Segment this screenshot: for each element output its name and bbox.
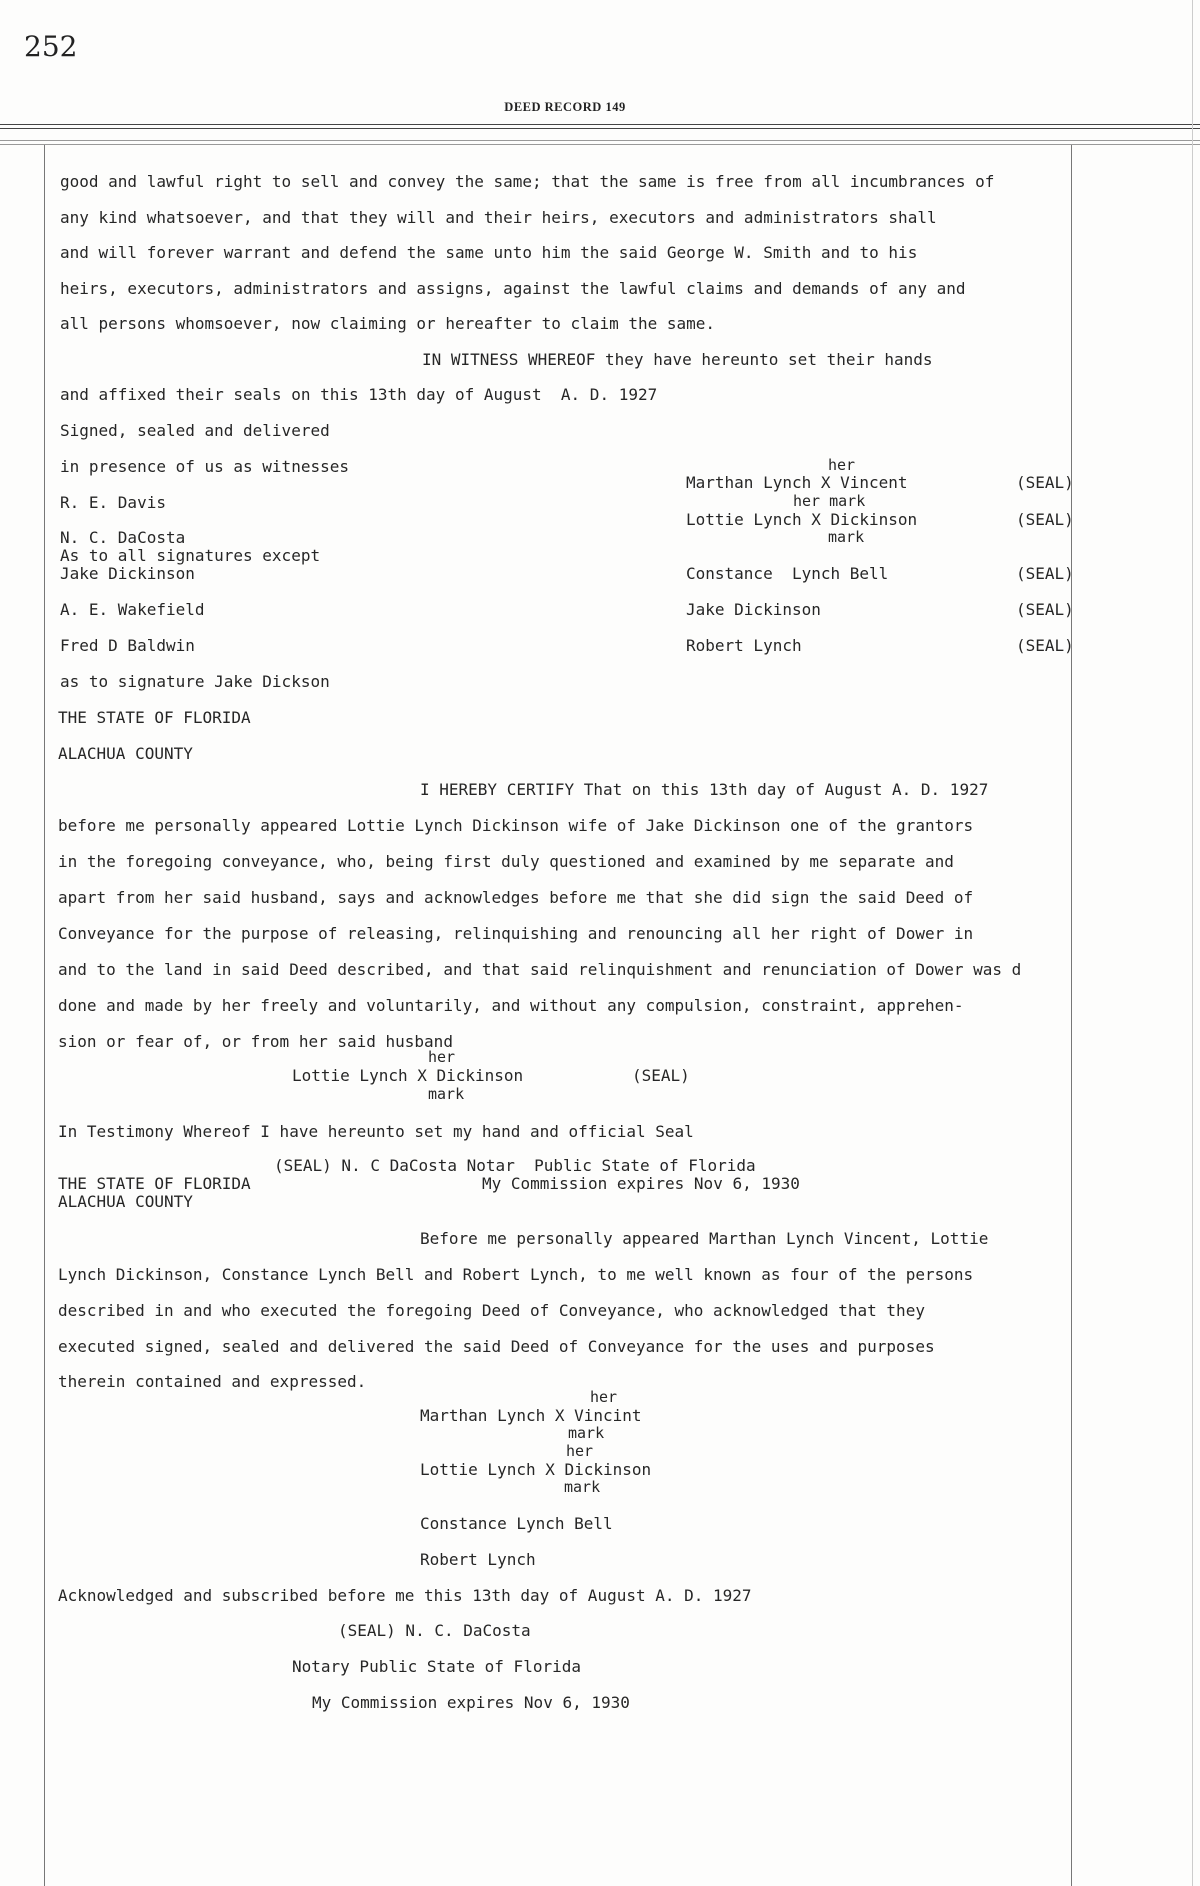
- sig2-mark: mark: [428, 1085, 465, 1103]
- state-heading: THE STATE OF FLORIDA: [58, 1174, 251, 1193]
- text-line: done and made by her freely and voluntarily, and without any compulsion, constraint, apprehen-: [58, 996, 964, 1015]
- sig3-mark: mark: [568, 1424, 605, 1442]
- text-line: Before me personally appeared Marthan Lynch Vincent, Lottie: [420, 1229, 989, 1248]
- sig3-lottie: Lottie Lynch X Dickinson: [420, 1460, 652, 1479]
- witness-davis: R. E. Davis: [60, 493, 166, 512]
- text-line: any kind whatsoever, and that they will and their heirs, executors and administrators shall: [60, 208, 937, 227]
- page-edge-line: [1192, 0, 1193, 1886]
- header-rule-1: [0, 124, 1200, 125]
- sig3-her: her: [566, 1442, 594, 1460]
- witness-exception-name: Jake Dickinson: [60, 564, 195, 583]
- text-line: good and lawful right to sell and convey the same; that the same is free from all incumbrances of: [60, 172, 995, 191]
- witness-as-to-signature: as to signature Jake Dickson: [60, 672, 330, 691]
- state-heading: THE STATE OF FLORIDA: [58, 708, 251, 727]
- header-rule-2: [0, 128, 1200, 129]
- sig2-seal: (SEAL): [632, 1066, 690, 1085]
- affixed-line: and affixed their seals on this 13th day of August A. D. 1927: [60, 385, 658, 404]
- notary2-commission: My Commission expires Nov 6, 1930: [312, 1693, 630, 1712]
- notary2-seal: (SEAL) N. C. DaCosta: [338, 1621, 531, 1640]
- text-line: Lynch Dickinson, Constance Lynch Bell and Robert Lynch, to me well known as four of the persons: [58, 1265, 974, 1284]
- text-line: and to the land in said Deed described, and that said relinquishment and renunciation of Dower was d: [58, 960, 1022, 979]
- seal-label: (SEAL): [1016, 600, 1074, 619]
- seal-label: (SEAL): [1016, 564, 1074, 583]
- sig3-constance: Constance Lynch Bell: [420, 1514, 613, 1533]
- signer-robert: Robert Lynch: [686, 636, 802, 655]
- acknowledged-line: Acknowledged and subscribed before me this 13th day of August A. D. 1927: [58, 1586, 752, 1605]
- notary1-commission: My Commission expires Nov 6, 1930: [482, 1174, 800, 1193]
- county-heading: ALACHUA COUNTY: [58, 744, 193, 763]
- witness-baldwin: Fred D Baldwin: [60, 636, 195, 655]
- sig2-her: her: [428, 1048, 456, 1066]
- county-heading: ALACHUA COUNTY: [58, 1192, 193, 1211]
- notary1-seal-line: (SEAL) N. C DaCosta Notar Public State of Florida: [274, 1156, 756, 1175]
- text-line: before me personally appeared Lottie Lynch Dickinson wife of Jake Dickinson one of the grantors: [58, 816, 974, 835]
- sig3-robert: Robert Lynch: [420, 1550, 536, 1569]
- header-rule-4: [0, 144, 1200, 145]
- testimony-line: In Testimony Whereof I have hereunto set my hand and official Seal: [58, 1122, 694, 1141]
- left-margin-line: [44, 145, 45, 1886]
- sig3-mark: mark: [564, 1478, 601, 1496]
- signer-her-label: her: [828, 456, 856, 474]
- text-line: described in and who executed the foregoing Deed of Conveyance, who acknowledged that they: [58, 1301, 925, 1320]
- signer-constance: Constance Lynch Bell: [686, 564, 889, 583]
- witness-exception: As to all signatures except: [60, 546, 321, 565]
- text-line: and will forever warrant and defend the same unto him the said George W. Smith and to his: [60, 243, 918, 262]
- text-line: sion or fear of, or from her said husband: [58, 1032, 453, 1051]
- seal-label: (SEAL): [1016, 636, 1074, 655]
- seal-label: (SEAL): [1016, 473, 1074, 492]
- in-presence-line: in presence of us as witnesses: [60, 457, 349, 476]
- sig3-marthan: Marthan Lynch X Vincint: [420, 1406, 642, 1425]
- right-margin-line: [1071, 145, 1072, 1886]
- witness-dacosta: N. C. DaCosta: [60, 528, 186, 547]
- notary2-title: Notary Public State of Florida: [292, 1657, 581, 1676]
- page-number: 252: [24, 30, 78, 63]
- seal-label: (SEAL): [1016, 510, 1074, 529]
- signer-mark: mark: [828, 528, 865, 546]
- certify-line: I HEREBY CERTIFY That on this 13th day of August A. D. 1927: [420, 780, 989, 799]
- in-witness-line: IN WITNESS WHEREOF they have hereunto set their hands: [422, 350, 933, 369]
- page-header: DEED RECORD 149: [504, 100, 626, 114]
- signer-lottie: Lottie Lynch X Dickinson: [686, 510, 918, 529]
- sig3-her: her: [590, 1388, 618, 1406]
- header-rule-3: [0, 140, 1200, 141]
- text-line: executed signed, sealed and delivered the said Deed of Conveyance for the uses and purposes: [58, 1337, 935, 1356]
- signer-jake: Jake Dickinson: [686, 600, 821, 619]
- signed-sealed-line: Signed, sealed and delivered: [60, 421, 330, 440]
- text-line: heirs, executors, administrators and assigns, against the lawful claims and demands of any and: [60, 279, 966, 298]
- signer-marthan: Marthan Lynch X Vincent: [686, 473, 908, 492]
- text-line: all persons whomsoever, now claiming or hereafter to claim the same.: [60, 314, 716, 333]
- text-line: apart from her said husband, says and acknowledges before me that she did sign the said Deed of: [58, 888, 974, 907]
- signer-her-mark: her mark: [793, 492, 866, 510]
- sig2-lottie: Lottie Lynch X Dickinson: [292, 1066, 524, 1085]
- text-line: Conveyance for the purpose of releasing, relinquishing and renouncing all her right of Dower in: [58, 924, 974, 943]
- witness-wakefield: A. E. Wakefield: [60, 600, 205, 619]
- text-line: therein contained and expressed.: [58, 1372, 367, 1391]
- text-line: in the foregoing conveyance, who, being first duly questioned and examined by me separate and: [58, 852, 954, 871]
